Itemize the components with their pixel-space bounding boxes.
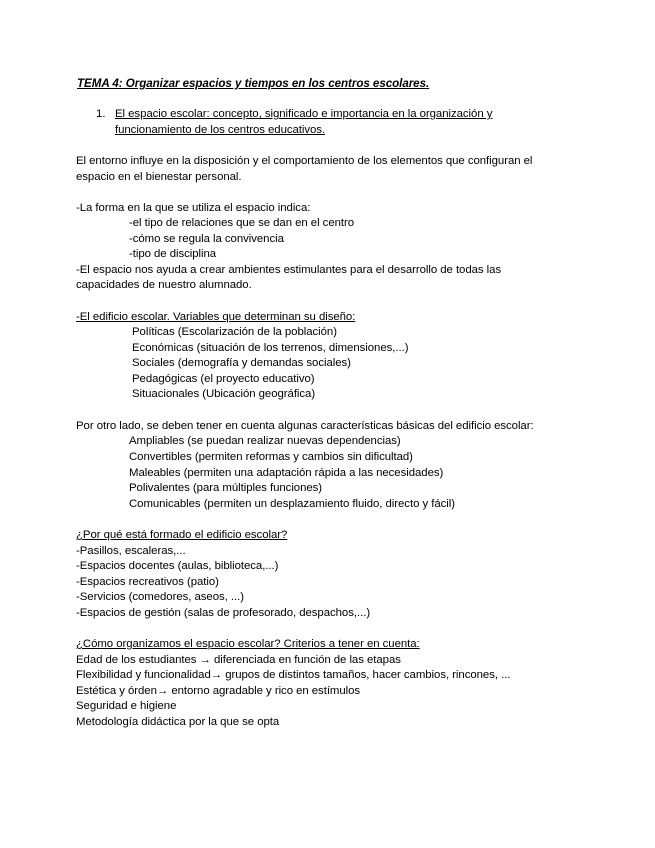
list-item: Situacionales (Ubicación geográfica) <box>132 388 316 400</box>
list-item: -Espacios recreativos (patio) <box>76 576 219 588</box>
list-item: Seguridad e higiene <box>76 700 177 712</box>
intro-line: espacio en el bienestar personal. <box>76 171 242 183</box>
list-item: Económicas (situación de los terrenos, dimensiones,...) <box>132 342 409 354</box>
list-item: -Pasillos, escaleras,... <box>76 545 186 557</box>
list-item: -tipo de disciplina <box>129 248 217 260</box>
variables-heading: -El edificio escolar. Variables que determinan su diseño: <box>76 311 356 323</box>
caracteristicas-lead: Por otro lado, se deben tener en cuenta algunas características básicas del edificio escolar: <box>76 420 534 432</box>
list-item: -Espacios docentes (aulas, biblioteca,...) <box>76 560 279 572</box>
list-item: Polivalentes (para múltiples funciones) <box>129 482 323 494</box>
ambientes-line: -El espacio nos ayuda a crear ambientes estimulantes para el desarrollo de todas las <box>76 264 502 276</box>
page-title: TEMA 4: Organizar espacios y tiempos en los centros escolares. <box>77 77 430 90</box>
section-heading-line1: El espacio escolar: concepto, significado e importancia en la organización y <box>115 108 493 120</box>
list-item: Convertibles (permiten reformas y cambios sin dificultad) <box>129 451 413 463</box>
list-item: Metodología didáctica por la que se opta <box>76 716 280 728</box>
list-item: Pedagógicas (el proyecto educativo) <box>132 373 315 385</box>
list-item: Edad de los estudiantes → diferenciada en función de las etapas <box>76 654 401 666</box>
formado-heading: ¿Por qué está formado el edificio escolar? <box>76 529 288 541</box>
list-item: -Espacios de gestión (salas de profesorado, despachos,...) <box>76 607 371 619</box>
list-item: Sociales (demografía y demandas sociales) <box>132 357 351 369</box>
list-item: -Servicios (comedores, aseos, ...) <box>76 591 244 603</box>
ambientes-line: capacidades de nuestro alumnado. <box>76 279 252 291</box>
list-item: Maleables (permiten una adaptación rápida a las necesidades) <box>129 467 444 479</box>
section-number: 1. <box>96 108 106 120</box>
intro-line: El entorno influye en la disposición y el comportamiento de los elementos que configuran el <box>76 155 533 167</box>
uso-espacio-lead: -La forma en la que se utiliza el espacio indica: <box>76 202 311 214</box>
list-item: Estética y órden→ entorno agradable y rico en estímulos <box>76 685 361 697</box>
list-item: Comunicables (permiten un desplazamiento fluido, directo y fácil) <box>129 498 455 510</box>
criterios-heading: ¿Cómo organizamos el espacio escolar? Criterios a tener en cuenta: <box>76 638 420 650</box>
section-heading-line2: funcionamiento de los centros educativos. <box>115 124 326 136</box>
list-item: -cómo se regula la convivencia <box>129 233 284 245</box>
list-item: Flexibilidad y funcionalidad→ grupos de distintos tamaños, hacer cambios, rincones, ... <box>76 669 511 681</box>
list-item: -el tipo de relaciones que se dan en el centro <box>129 217 355 229</box>
list-item: Ampliables (se puedan realizar nuevas dependencias) <box>129 435 401 447</box>
list-item: Políticas (Escolarización de la población) <box>132 326 337 338</box>
